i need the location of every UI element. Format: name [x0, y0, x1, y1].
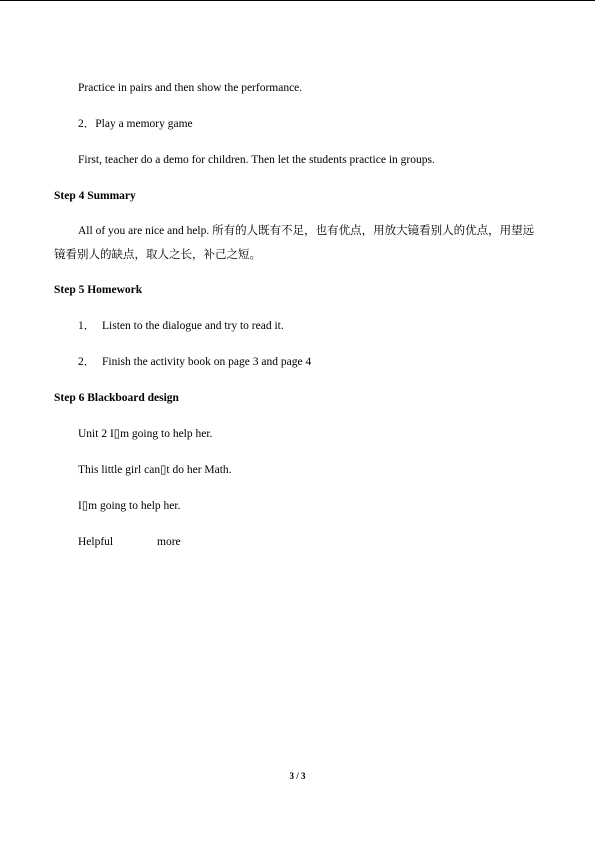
header-rule — [0, 0, 595, 1]
blackboard-line-2: This little girl can▯t do her Math. — [78, 464, 232, 476]
homework-item-2-number: 2． — [78, 356, 96, 368]
blackboard-line-3: I▯m going to help her. — [78, 500, 181, 512]
page-number: 3 / 3 — [289, 771, 306, 781]
homework-item-2 — [78, 355, 311, 369]
step5-heading: Step 5 Homework — [54, 284, 143, 296]
summary-paragraph: All of you are nice and help. 所有的人既有不足，也有优点，用放大镜看别人的优点，用望远镜看别人的缺点，取人之长，补己之短。 — [54, 225, 535, 261]
demo-instruction: First, teacher do a demo for children. Then let the students practice in groups. — [78, 154, 435, 166]
blackboard-word-helpful: Helpful — [78, 536, 114, 548]
homework-item-1 — [78, 319, 284, 333]
homework-item-1-text: Listen to the dialogue and try to read it. — [102, 320, 284, 332]
step4-heading: Step 4 Summary — [54, 190, 136, 202]
step6-heading: Step 6 Blackboard design — [54, 392, 179, 404]
blackboard-line-1: Unit 2 I▯m going to help her. — [78, 428, 213, 440]
blackboard-word-more: more — [157, 536, 181, 548]
practice-line: Practice in pairs and then show the performance. — [78, 82, 303, 94]
homework-item-2-text: Finish the activity book on page 3 and page 4 — [102, 356, 312, 368]
memory-game-item: 2．Play a memory game — [78, 118, 193, 130]
homework-item-1-number: 1． — [78, 320, 96, 332]
